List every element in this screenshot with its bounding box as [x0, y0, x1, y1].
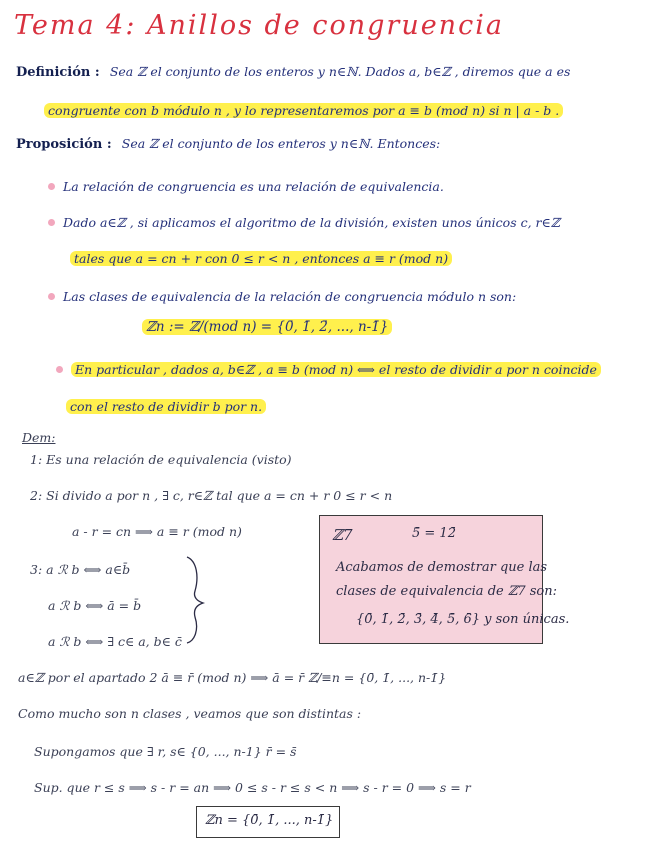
- dem-line-4: 3: a ℛ b ⟺ a∈b̄: [30, 562, 131, 577]
- dem-line-5: a ℛ b ⟺ ā = b̄: [48, 598, 142, 613]
- dem-label: Dem:: [22, 430, 56, 445]
- dem-line-8: Como mucho son n clases , veamos que son distintas :: [18, 706, 362, 721]
- prop-bullet-4-line1: En particular , dados a, b∈ℤ , a ≡ b (mod n) ⟺ el resto de dividir a por n coincide: [71, 362, 601, 377]
- bullet-icon: [56, 366, 63, 373]
- prop-bullet-4-line2: con el resto de dividir b por n.: [66, 399, 266, 414]
- page-title: Tema 4: Anillos de congruencia: [14, 10, 504, 41]
- definicion-block: [16, 64, 570, 80]
- example-text-1: Acabamos de demostrar que las: [336, 560, 548, 575]
- final-result: ℤn = {0̄, 1̄, ..., n-1̄}: [205, 813, 334, 828]
- example-z7: ℤ7: [332, 526, 353, 544]
- prop-bullet-3: Las clases de equivalencia de la relación de congruencia módulo n son:: [63, 289, 517, 304]
- definicion-label: Definición :: [16, 65, 100, 80]
- bullet-icon: [48, 293, 55, 300]
- dem-line-1: 1: Es una relación de equivalencia (visto): [30, 452, 292, 467]
- dem-line-7: a∈ℤ por el apartado 2 ā ≡ r̄ (mod n) ⟹ ā = r̄ ℤ/≡n = {0̄, 1̄, ..., n-1̄}: [18, 670, 447, 685]
- equivalence-classes-formula: ℤn := ℤ/(mod n) = {0̄, 1̄, 2̄, ..., n-1̄}: [142, 319, 392, 335]
- prop-bullet-1: La relación de congruencia es una relación de equivalencia.: [63, 179, 444, 194]
- dem-line-6: a ℛ b ⟺ ∃ c∈ a, b∈ c̄: [48, 634, 182, 649]
- dem-line-10: Sup. que r ≤ s ⟹ s - r = an ⟹ 0 ≤ s - r ≤ s < n ⟹ s - r = 0 ⟹ s = r: [34, 780, 471, 795]
- bullet-icon: [48, 219, 55, 226]
- proposicion-block: [16, 136, 440, 152]
- definicion-line2: congruente con b módulo n , y lo representaremos por a ≡ b (mod n) si n | a - b .: [44, 103, 563, 118]
- example-text-2: clases de equivalencia de ℤ7 son:: [336, 584, 557, 599]
- prop-bullet-2-line1: Dado a∈ℤ , si aplicamos el algoritmo de la división, existen unos únicos c, r∈ℤ: [63, 215, 560, 230]
- final-result-box: [196, 806, 340, 838]
- bullet-icon: [48, 183, 55, 190]
- dem-line-9: Supongamos que ∃ r, s∈ {0, ..., n-1} r̄ = s̄: [34, 744, 297, 759]
- proposicion-label: Proposición :: [16, 137, 112, 152]
- example-equality: 5̄ = 12̄: [412, 526, 456, 541]
- dem-line-2: 2: Si divido a por n , ∃ c, r∈ℤ tal que a = cn + r 0 ≤ r < n: [30, 488, 393, 503]
- dem-line-3: a - r = cn ⟹ a ≡ r (mod n): [72, 524, 242, 539]
- example-text-3: {0̄, 1̄, 2̄, 3̄, 4̄, 5̄, 6̄} y son únicas.: [356, 612, 570, 627]
- prop-bullet-2-line2: tales que a = cn + r con 0 ≤ r < n , entonces a ≡ r (mod n): [70, 251, 452, 266]
- brace-icon: [183, 555, 209, 645]
- proposicion-line1: Sea ℤ el conjunto de los enteros y n∈ℕ. Entonces:: [121, 136, 441, 151]
- example-box: [319, 515, 570, 644]
- definicion-line1: Sea ℤ el conjunto de los enteros y n∈ℕ. Dados a, b∈ℤ , diremos que a es: [109, 64, 571, 79]
